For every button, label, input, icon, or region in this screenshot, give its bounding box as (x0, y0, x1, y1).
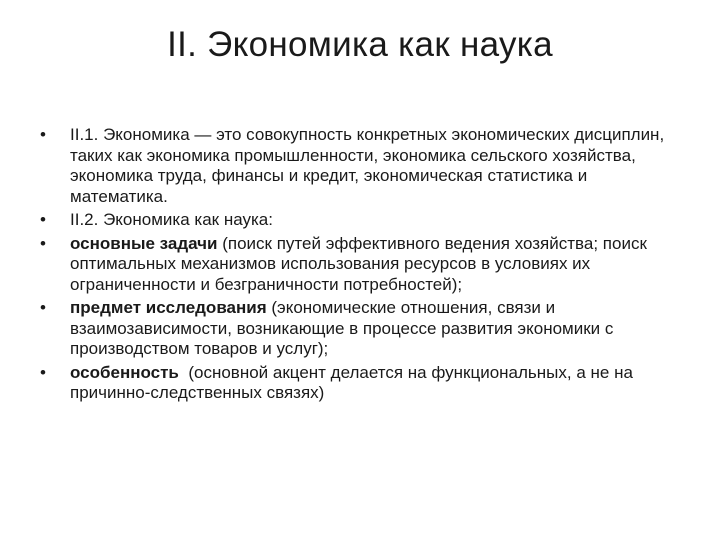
bullet-icon: • (40, 362, 46, 382)
bullet-item (40, 125, 680, 207)
bullet-text: II.2. Экономика как наука: (70, 210, 273, 229)
bullet-item (40, 298, 680, 360)
bullet-text: (основной акцент делается на функциональных, а не на причинно-следственных связях) (70, 362, 638, 402)
slide-title: II. Экономика как наука (167, 25, 553, 64)
bullet-icon: • (40, 210, 46, 229)
bullet-term: особенность (70, 362, 179, 382)
bullet-text: II.1. Экономика — это совокупность конкретных экономических дисциплин, таких как экономика промышленности, экономика сельского хозяйства, экономика труда, финансы и кредит, экономическая статистика и математика. (70, 125, 665, 206)
bullet-text: (поиск путей эффективного ведения хозяйства; поиск оптимальных механизмов использования ресурсов в условиях их ограниченности и безграничности потребностей); (70, 233, 647, 294)
bullet-icon: • (40, 298, 46, 317)
bullet-text: (экономические отношения, связи и взаимозависимости, возникающие в процессе развития экономики с производством товаров и услуг); (70, 298, 614, 358)
bullet-item (40, 234, 680, 296)
bullet-term: основные задачи (70, 233, 218, 253)
bullet-list (40, 125, 680, 407)
bullet-icon: • (40, 125, 46, 144)
bullet-item (40, 363, 680, 404)
bullet-icon: • (40, 233, 46, 253)
bullet-term: предмет исследования (70, 298, 267, 317)
bullet-item (40, 210, 680, 231)
